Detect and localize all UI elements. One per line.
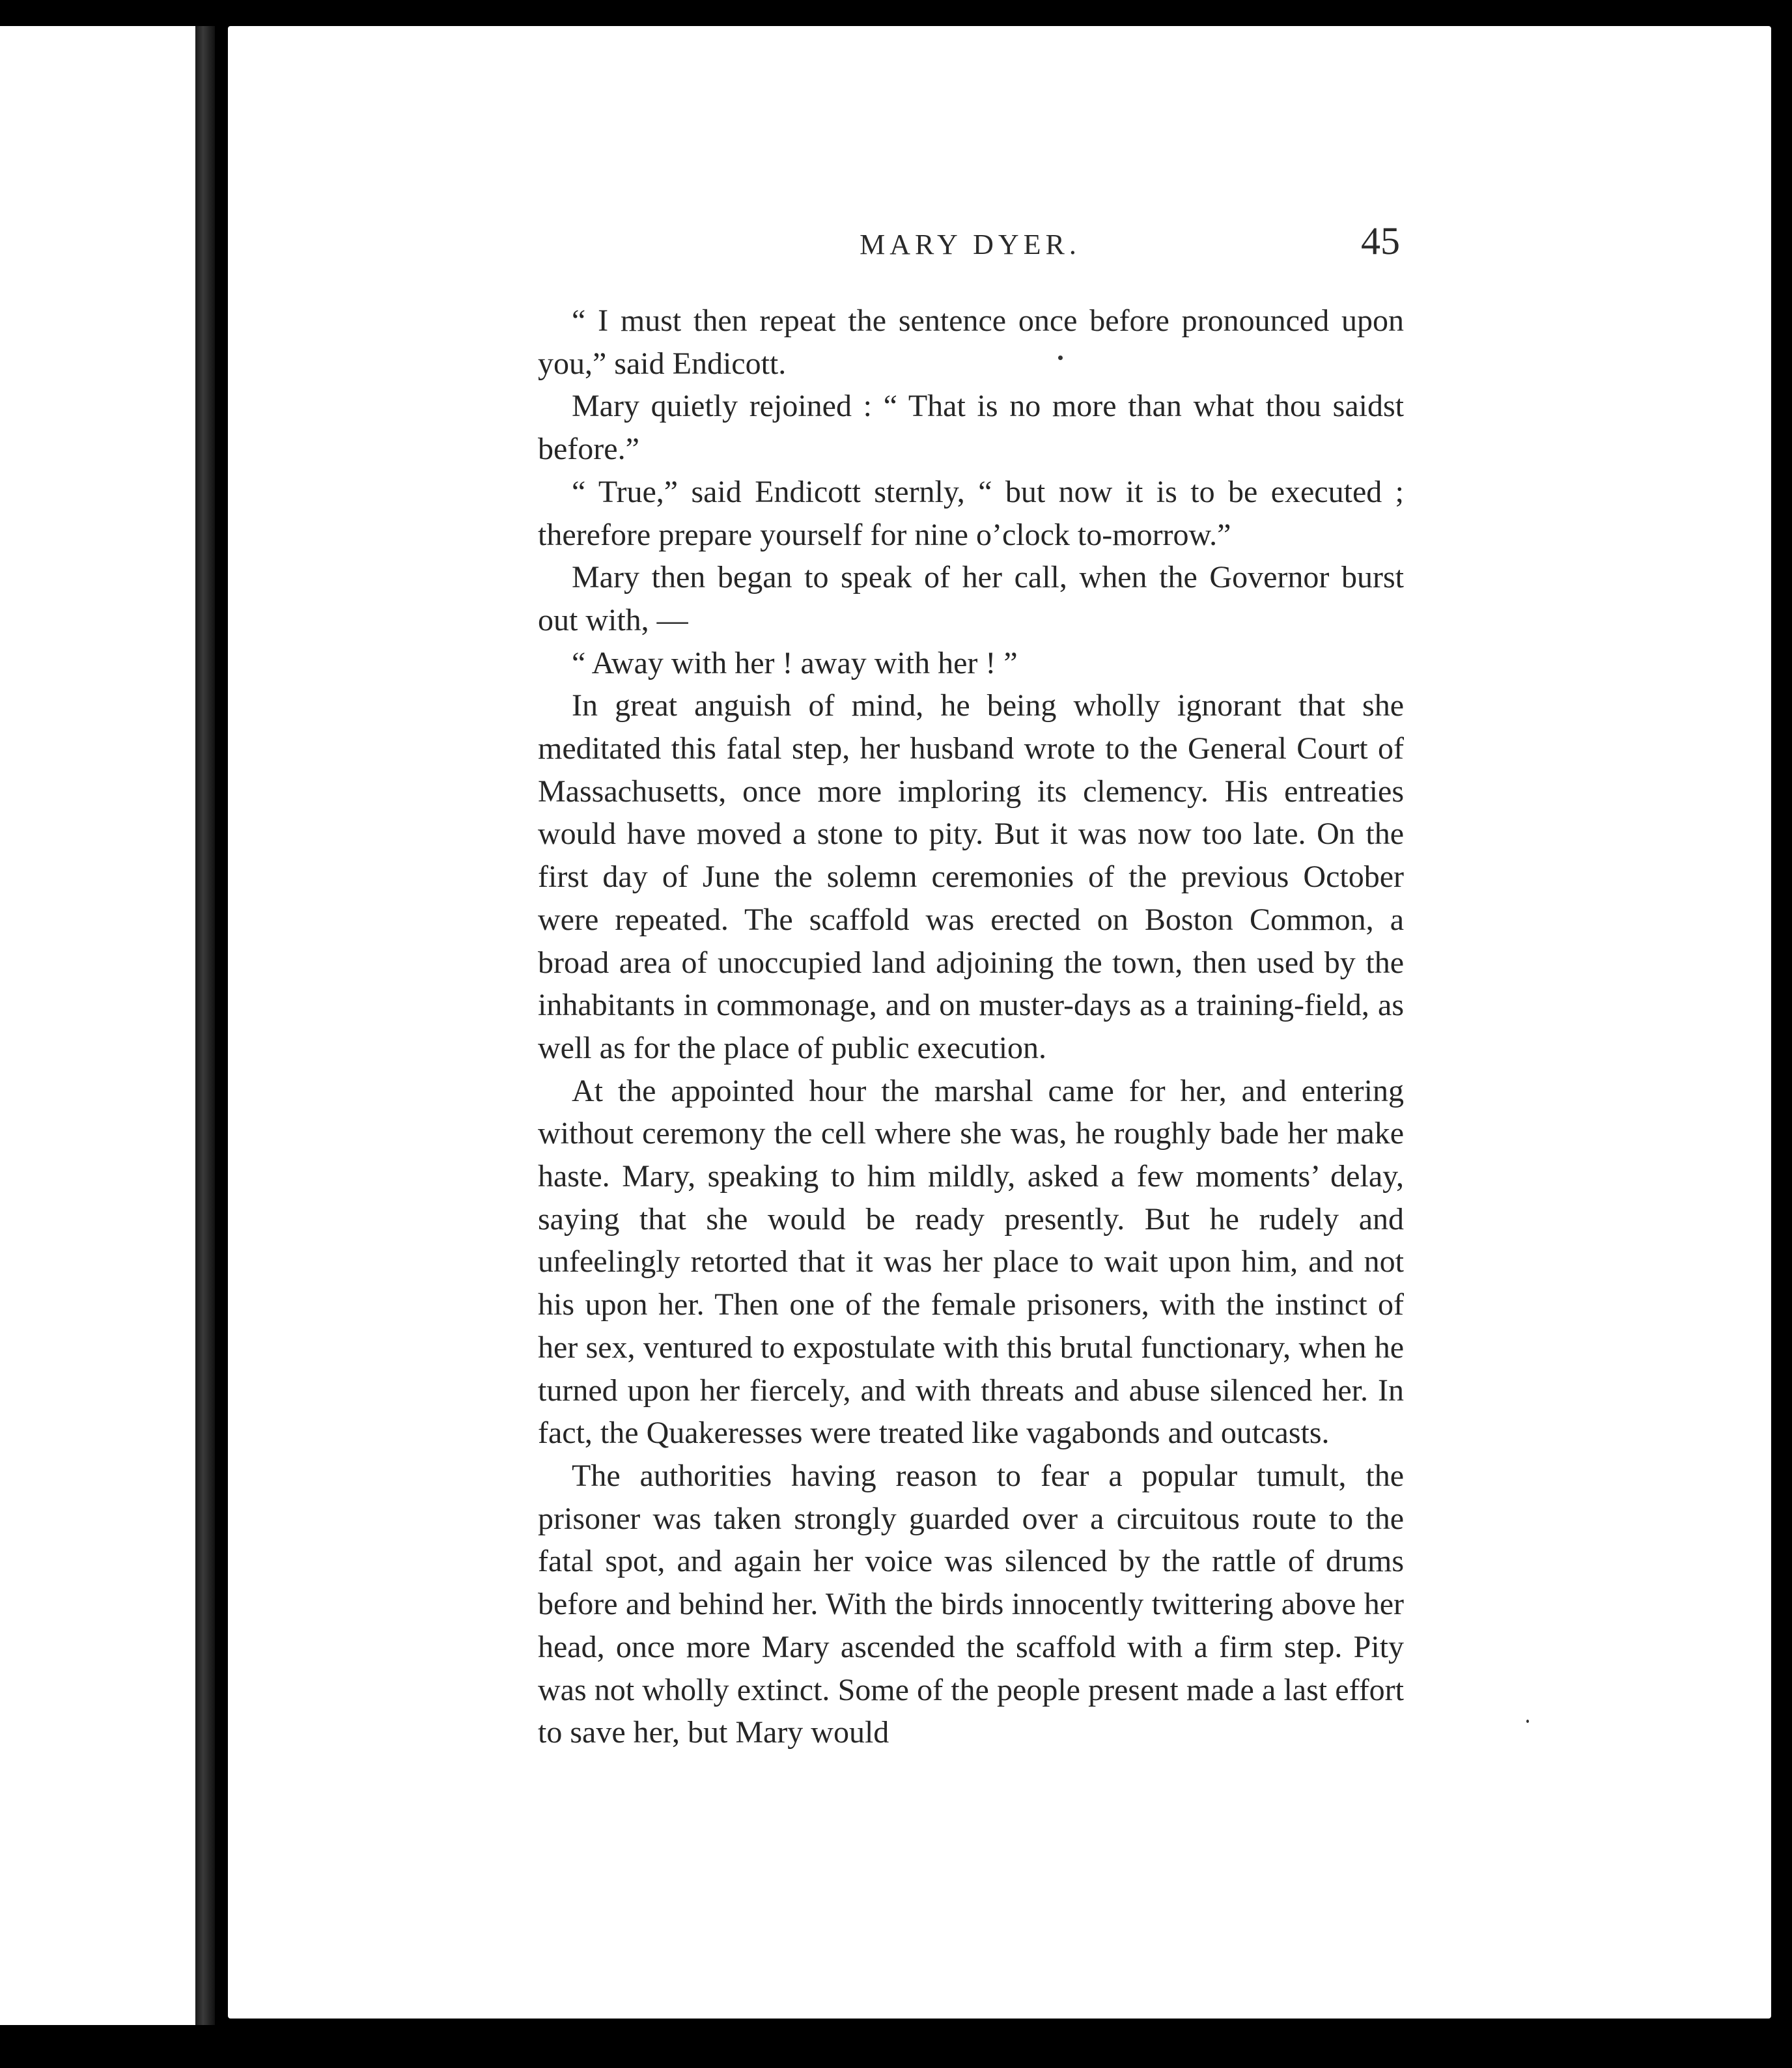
page-header <box>540 215 1400 273</box>
body-text <box>538 300 1404 1758</box>
page-number: 45 <box>1361 219 1400 262</box>
paragraph: Mary then began to speak of her call, when the Governor burst out with, — <box>538 560 1404 637</box>
paragraph: “ Away with her ! away with her ! ” <box>572 645 1018 680</box>
paragraph: At the appointed hour the marshal came for her, and entering without ceremony the cell where she was, he roughly bade her make haste. Mary, speaking to him mildly, asked a few moments’ delay, saying that she would be ready presently. But he rudely and unfeelingly retorted that it was her place to wait upon him, and not his upon her. Then one of the female prisoners, with the instinct of her sex, ventured to expostulate with this brutal functionary, when he turned upon her fiercely, and with threats and abuse silenced her. In fact, the Quakeresses were treated like vagabonds and outcasts. <box>538 1073 1404 1451</box>
paragraph: “ True,” said Endicott sternly, “ but now it is to be executed ; therefore prepare yourself for nine o’clock to-morrow.” <box>538 474 1404 552</box>
paragraph: In great anguish of mind, he being wholly ignorant that she meditated this fatal step, her husband wrote to the General Court of Massachusetts, once more imploring its clemency. His entreaties would have moved a stone to pity. But it was now too late. On the first day of June the solemn ceremonies of the previous October were repeated. The scaffold was erected on Boston Common, a broad area of unoccupied land adjoining the town, then used by the inhabitants in commonage, and on muster-days as a training-field, as well as for the place of public execution. <box>538 688 1404 1065</box>
book-spine-shadow <box>195 26 215 2025</box>
stray-ink-mark <box>1526 1720 1529 1723</box>
paragraph: “ I must then repeat the sentence once before pronounced upon you,” said Endicott. <box>538 303 1404 381</box>
facing-page-edge <box>0 26 215 2025</box>
running-head: MARY DYER. <box>860 229 1081 260</box>
paragraph: Mary quietly rejoined : “ That is no more than what thou saidst before.” <box>538 389 1404 467</box>
paragraph: The authorities having reason to fear a popular tumult, the prisoner was taken strongly guarded over a circuitous route to the fatal spot, and again her voice was silenced by the rattle of drums before and behind her. With the birds innocently twittering above her head, once more Mary ascended the scaffold with a firm step. Pity was not wholly extinct. Some of the people present made a last effort to save her, but Mary would <box>538 1458 1404 1750</box>
